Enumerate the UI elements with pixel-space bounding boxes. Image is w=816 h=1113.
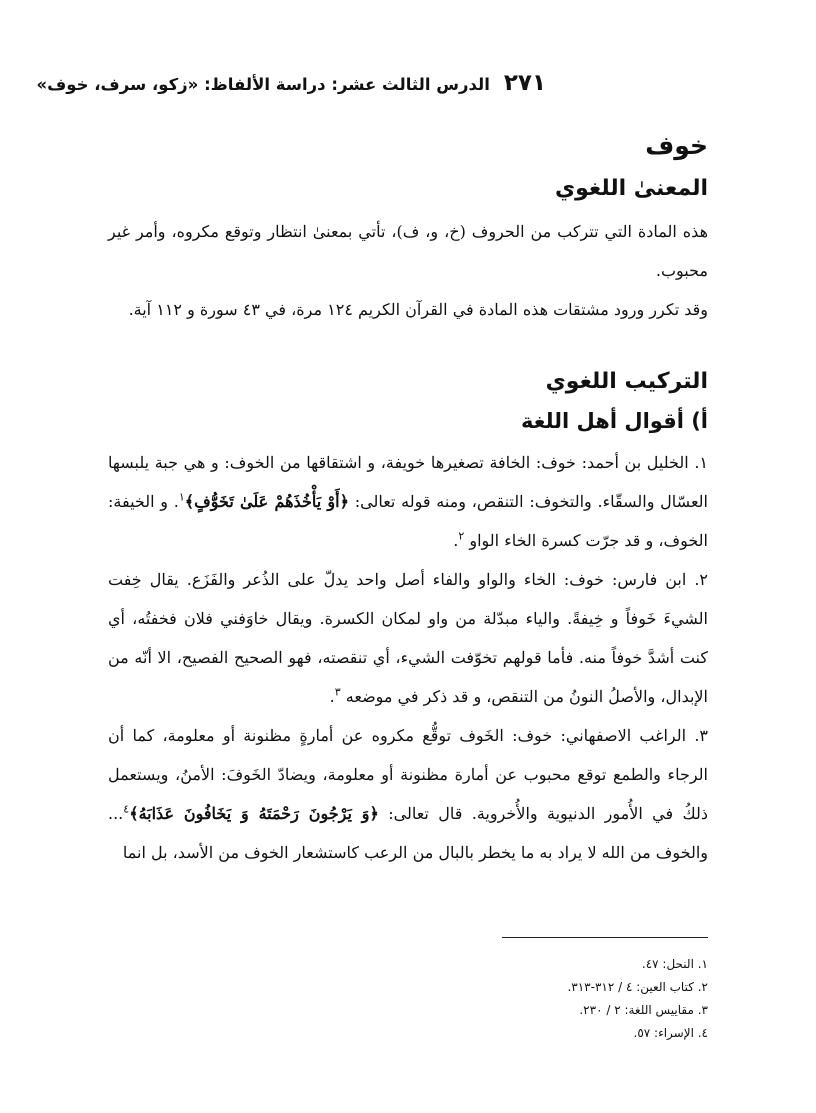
entry-text: . (453, 531, 459, 550)
footnote-ref: ٢ (458, 529, 465, 543)
entry-text: ٣. الراغب الاصفهاني: خوف: الخَوف توقُّع مكروه عن أمارةٍ مظنونة أو معلومة، كما أن الرجاء والطمع توقع محبوب عن أمارة مظنونة أو معلومة، ويضادّ الخَوفَ: الأمنُ، ويستعمل ذلكُ في الأُمور الدنيوية والأُخروية. قال تعالى: (108, 726, 708, 823)
footnote-ref: ٣ (334, 685, 341, 699)
meaning-paragraph: هذه المادة التي تتركب من الحروف (خ، و، ف)، تأتي بمعنىٰ انتظار وتوقع مكروه، وأمر غير محبوب. (108, 222, 709, 280)
running-header (36, 70, 546, 96)
entry-text: . (329, 687, 335, 706)
meaning-heading: المعنىٰ اللغوي (554, 176, 708, 201)
entry-ibn-faris (108, 560, 708, 716)
entry-text: ١. الخليل بن أحمد: خوف: الخافة تصغيرها خويفة، و اشتقاقها من الخوف: و هي جبة يلبسها العسّال والسقّاء. والتخوف: التنقص، ومنه قوله تعالى: (108, 453, 708, 511)
footnote-item: ١. النحل: ٤٧. (641, 957, 708, 971)
footnote-ref: ١ (178, 490, 185, 504)
entry-text: ... والخوف من الله لا يراد به ما يخطر بالبال من الرعب كاستشعار الخوف من الأسد، بل انما (108, 804, 708, 862)
main-content (108, 128, 708, 872)
quran-quote: ﴿أَوْ يَأْخُذَهُمْ عَلَىٰ تَخَوُّفٍ﴾ (184, 492, 349, 511)
footnote-divider (502, 937, 708, 938)
quran-quote: ﴿وَ يَرْجُونَ رَحْمَتَهُ وَ يَخَافُونَ عَذَابَهُ﴾ (129, 804, 379, 823)
word-heading: خوف (645, 131, 708, 160)
entry-khalil (108, 443, 708, 560)
running-title: الدرس الثالث عشر: دراسة الألفاظ: «زكو، سرف، خوف» (36, 75, 490, 94)
frequency-paragraph: وقد تكرر ورود مشتقات هذه المادة في القرآن الكريم ١٢٤ مرة، في ٤٣ سورة و ١١٢ آية. (128, 300, 708, 319)
entry-text: . و الخيفة: الخوف، و قد جرّت كسرة الخاء الواو (108, 492, 708, 550)
footnote-item: ٢. كتاب العين: ٤ / ٣١٢-٣١٣. (567, 980, 708, 994)
page-number: ٢٧١ (503, 70, 546, 96)
footnote-item: ٣. مقاييس اللغة: ٢ / ٢٣٠. (579, 1003, 708, 1017)
entry-raghib (108, 716, 708, 872)
footnotes (408, 953, 708, 1045)
sayings-heading: أ) أقوال أهل اللغة (520, 409, 708, 433)
footnote-ref: ٤ (123, 802, 130, 816)
entry-text: ٢. ابن فارس: خوف: الخاء والواو والفاء أصل واحد يدلّ على الذُعر والفَزَع. يقال خِفت الشيءَ خَوفاً و خِيفةً. والياء مبدّلة من واو لمكان الكسرة. ويقال خاوَفني فلان فخفتُه، أي كنت أشدَّ خوفاً منه. فأما قولهم تخوّفت الشيء، أي تنقصته، فهو الصحيح الفصيح، الا أنّه من الإبدال، والأصلُ النونُ من التنقص، و قد ذكر في موضعه (108, 570, 708, 706)
structure-heading: التركيب اللغوي (545, 369, 708, 394)
footnote-item: ٤. الإسراء: ٥٧. (633, 1026, 708, 1040)
